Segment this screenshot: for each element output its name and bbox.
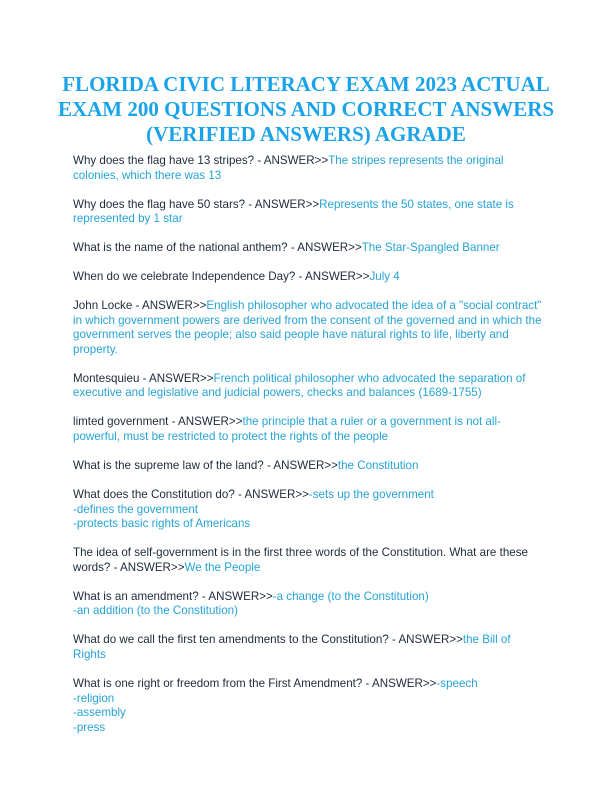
- answer-separator: - ANSWER>>: [132, 299, 207, 313]
- answer-separator: - ANSWER>>: [139, 371, 214, 385]
- answer-text: -sets up the government: [308, 488, 434, 502]
- qa-item: [73, 459, 543, 474]
- answer-separator: - ANSWER>>: [245, 197, 320, 211]
- answer-separator: - ANSWER>>: [295, 270, 370, 284]
- document-title: FLORIDA CIVIC LITERACY EXAM 2023 ACTUAL EXAM 200 QUESTIONS AND CORRECT ANSWERS (VERIFIED ANSWERS) AGRADE: [57, 72, 555, 146]
- answer-continuation: -religion: [73, 691, 115, 705]
- question-text: What do we call the first ten amendments to the Constitution?: [73, 633, 389, 647]
- answer-continuation: -defines the government: [73, 502, 199, 516]
- question-text: Why does the flag have 50 stars?: [73, 197, 246, 211]
- question-text: Why does the flag have 13 stripes?: [73, 154, 255, 167]
- question-text: What does the Constitution do?: [73, 488, 235, 502]
- answer-separator: - ANSWER>>: [263, 459, 338, 473]
- answer-text: the principle that a ruler or a government is not all-powerful, must be restricted to protect the rights of the people: [73, 415, 501, 444]
- answer-separator: - ANSWER>>: [198, 589, 273, 603]
- answer-continuation: -protects basic rights of Americans: [73, 517, 251, 531]
- qa-item: [73, 546, 543, 575]
- question-text: What is the supreme law of the land?: [73, 459, 264, 473]
- qa-item: [73, 241, 543, 256]
- question-text: limted government: [73, 415, 169, 429]
- qa-list: [73, 154, 543, 750]
- answer-continuation: -an addition (to the Constitution): [73, 604, 238, 618]
- answer-text: -a change (to the Constitution): [272, 589, 429, 603]
- qa-item: [73, 488, 543, 532]
- question-text: What is an amendment?: [73, 589, 199, 603]
- answer-text: -speech: [436, 676, 478, 690]
- qa-item: [73, 415, 543, 444]
- question-text: John Locke: [73, 299, 133, 313]
- answer-text: The stripes represents the original colonies, which there was 13: [73, 154, 504, 182]
- qa-item: [73, 677, 543, 735]
- answer-text: French political philosopher who advocated the separation of executive and legislative and judicial powers, checks and balances (1689-1755): [73, 371, 526, 400]
- answer-text: Represents the 50 states, one state is represented by 1 star: [73, 197, 514, 226]
- qa-item: [73, 154, 543, 183]
- question-text: What is one right or freedom from the First Amendment?: [73, 676, 363, 690]
- qa-item: [73, 590, 543, 619]
- qa-item: [73, 372, 543, 401]
- answer-text: The Star-Spangled Banner: [361, 241, 500, 255]
- qa-item: [73, 198, 543, 227]
- answer-text: July 4: [369, 270, 400, 284]
- qa-item: [73, 633, 543, 662]
- answer-text: English philosopher who advocated the idea of a "social contract" in which government powers are derived from the consent of the governed and in which the government serves the people; also said people have natural rights to life, liberty and property.: [73, 299, 542, 356]
- answer-separator: - ANSWER>>: [168, 415, 243, 429]
- answer-continuation: -assembly: [73, 706, 126, 720]
- answer-separator: - ANSWER>>: [110, 560, 185, 574]
- question-text: When do we celebrate Independence Day?: [73, 270, 296, 284]
- answer-separator: - ANSWER>>: [362, 676, 437, 690]
- question-text: Montesquieu: [73, 371, 140, 385]
- answer-separator: - ANSWER>>: [287, 241, 362, 255]
- answer-text: the Bill of Rights: [73, 633, 511, 661]
- answer-continuation: -press: [73, 720, 106, 734]
- question-text: The idea of self-government is in the first three words of the Constitution. What are these words?: [73, 546, 528, 574]
- qa-item: [73, 299, 543, 357]
- qa-item: [73, 270, 543, 285]
- answer-text: We the People: [184, 560, 261, 574]
- question-text: What is the name of the national anthem?: [73, 241, 288, 255]
- answer-separator: - ANSWER>>: [234, 488, 309, 502]
- answer-text: the Constitution: [337, 459, 419, 473]
- answer-separator: - ANSWER>>: [388, 633, 463, 647]
- answer-separator: - ANSWER>>: [254, 154, 329, 167]
